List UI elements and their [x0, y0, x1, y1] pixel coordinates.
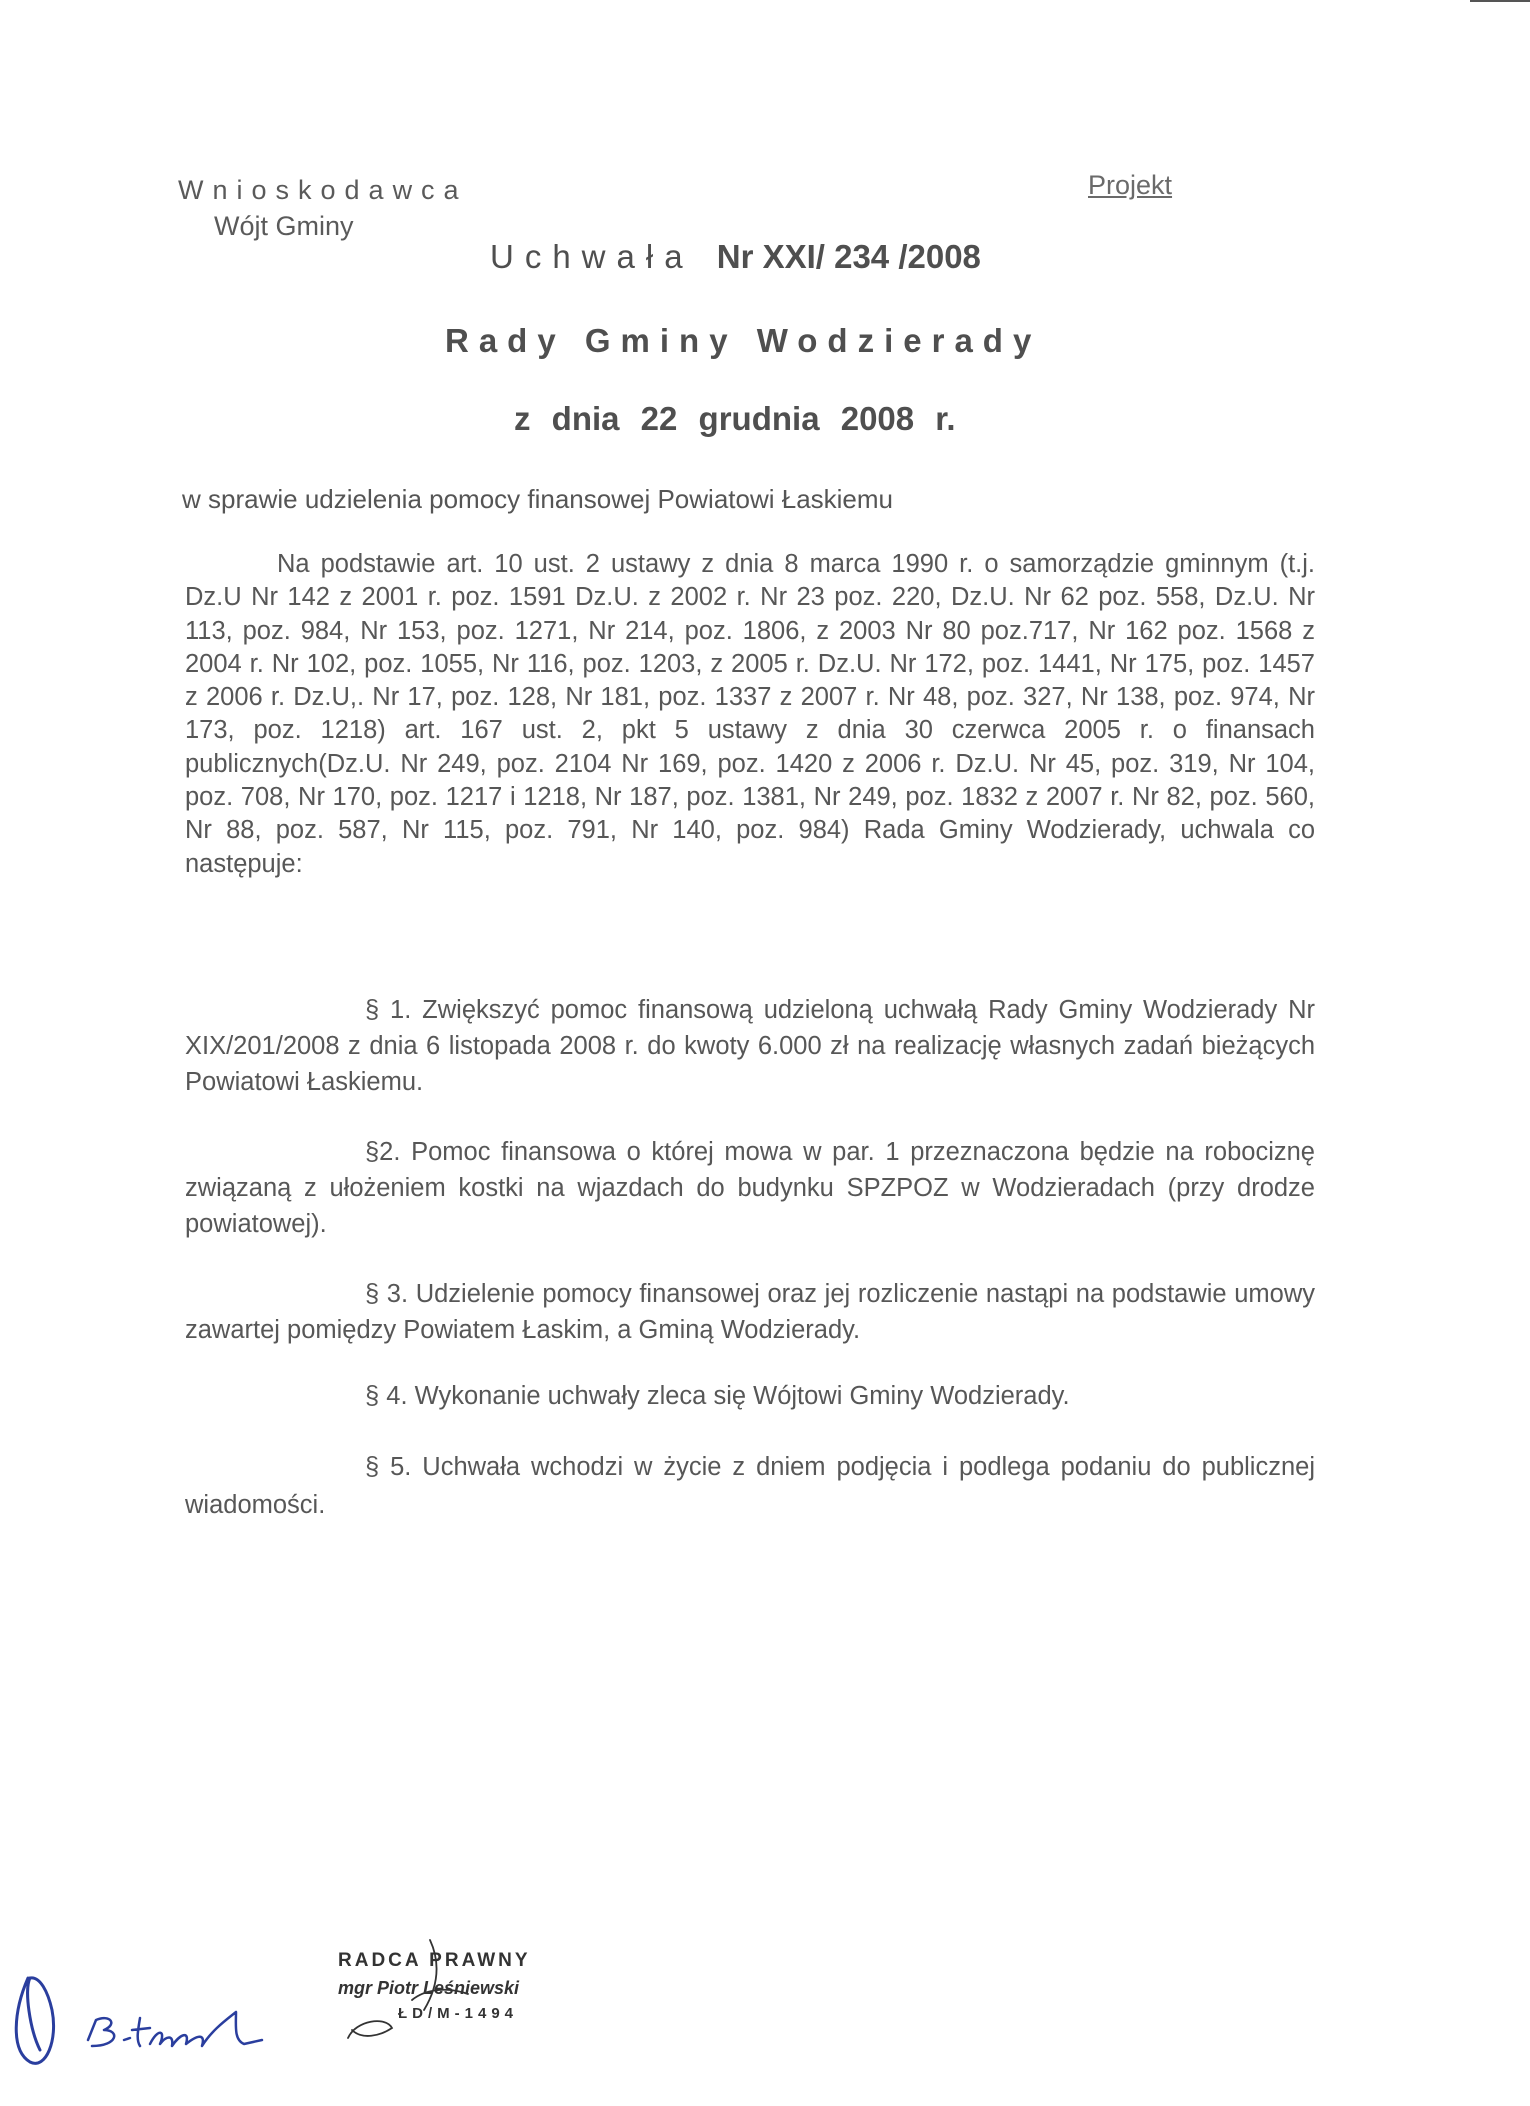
handwritten-signature — [88, 2012, 262, 2046]
resolution-number: Nr XXI/ 234 /2008 — [716, 238, 981, 275]
applicant-label: Wnioskodawca — [178, 175, 468, 205]
paragraph-5: § 5. Uchwała wchodzi w życie z dniem podjęcia i podlega podaniu do publicznej wiadomości. — [185, 1453, 1315, 1519]
stamp-license: ŁD/M-1494 — [398, 2005, 519, 2022]
legal-basis: Na podstawie art. 10 ust. 2 ustawy z dnia 8 marca 1990 r. o samorządzie gminnym (t.j. Dz.U Nr 142 z 2001 r. poz. 1591 Dz.U. z 2002 r. Nr 23 poz. 220, Dz.U. Nr 62 poz. 558, Dz.U. Nr 113, poz. 984, Nr 153, poz. 1271, Nr 214, poz. 1806, z 2003 Nr 80 poz.717, Nr 162 poz. 1568 z 2004 r. Nr 102, poz. 1055, Nr 116, poz. 1203, z 2005 r. Dz.U. Nr 172, poz. 1441, Nr 175, poz. 1457 z 2006 r. Dz.U,. Nr 17, poz. 128, Nr 181, poz. 1337 z 2007 r. Nr 48, poz. 327, Nr 138, poz. 974, Nr 173, poz. 1218) art. 167 ust. 2, pkt 5 ustawy z dnia 30 czerwca 2005 r. o finansach publicznych(Dz.U. Nr 249, poz. 2104 Nr 169, poz. 1420 z 2006 r. Dz.U. Nr 45, poz. 319, Nr 104, poz. 708, Nr 170, poz. 1217 i 1218, Nr 187, poz. 1381, Nr 249, poz. 1832 z 2007 r. Nr 82, poz. 560, Nr 88, poz. 587, Nr 115, poz. 791, Nr 140, poz. 984) Rada Gminy Wodzierady, uchwala co następuje: — [185, 550, 1315, 878]
initial-signature — [16, 1978, 53, 2063]
stamp-name: mgr Piotr Leśniewski — [338, 1978, 520, 1998]
applicant-name: Wójt Gminy — [214, 211, 354, 241]
paragraph-2: §2. Pomoc finansowa o której mowa w par. 1 przeznaczona będzie na robociznę związaną z ułożeniem kostki na wjazdach do budynku SPZPOZ w Wodzieradach (przy drodze powiatowej). — [185, 1138, 1315, 1238]
paragraph-3: § 3. Udzielenie pomocy finansowej oraz jej rozliczenie nastąpi na podstawie umowy zawartej pomiędzy Powiatem Łaskim, a Gminą Wodzierady. — [185, 1280, 1315, 1344]
paragraph-1: § 1. Zwiększyć pomoc finansową udzieloną uchwałą Rady Gminy Wodzierady Nr XIX/201/2008 z dnia 6 listopada 2008 r. do kwoty 6.000 zł na realizację własnych zadań bieżących Powiatowi Łaskiemu. — [185, 996, 1315, 1096]
stamp-signature-scribble — [348, 1940, 468, 2038]
stamp-title: RADCA PRAWNY — [338, 1950, 531, 1971]
council-name: Rady Gminy Wodzierady — [445, 322, 1042, 359]
paragraph-4: § 4. Wykonanie uchwały zleca się Wójtowi Gminy Wodzierady. — [365, 1382, 1070, 1410]
resolution-word: Uchwała — [490, 238, 694, 275]
project-label: Projekt — [1088, 170, 1173, 200]
resolution-subject: w sprawie udzielenia pomocy finansowej Powiatowi Łaskiemu — [182, 484, 894, 514]
resolution-date: z dnia 22 grudnia 2008 r. — [514, 400, 956, 437]
